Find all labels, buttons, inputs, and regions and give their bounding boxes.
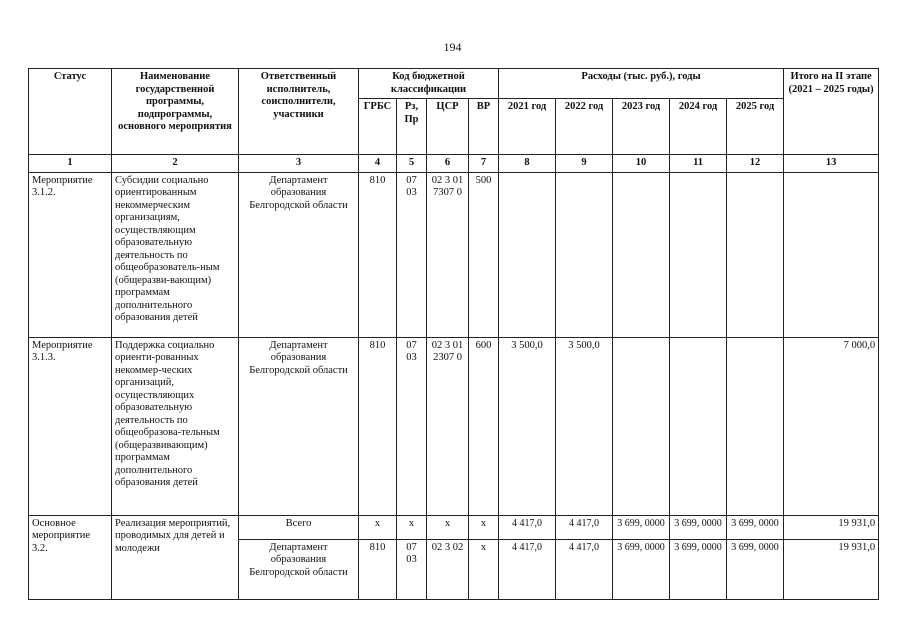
row-total: 19 931,0 [784, 539, 879, 599]
row-csr: 02 3 01 2307 0 [427, 337, 469, 515]
column-number: 8 [499, 155, 556, 173]
row-2023 [613, 172, 670, 337]
column-number: 1 [29, 155, 112, 173]
row-2023 [613, 337, 670, 515]
row-responsible: Департамент образования Белгородской области [239, 172, 359, 337]
row-2025 [727, 172, 784, 337]
row-status: Мероприятие 3.1.2. [29, 172, 112, 337]
row-2022: 4 417,0 [556, 539, 613, 599]
header-expenses: Расходы (тыс. руб.), годы [499, 69, 784, 99]
row-vr: х [469, 515, 499, 539]
table-row [29, 515, 879, 539]
row-2024: 3 699, 0000 [670, 539, 727, 599]
row-rz-pr: 07 03 [397, 337, 427, 515]
row-vr: 500 [469, 172, 499, 337]
row-rz-pr: х [397, 515, 427, 539]
header-total: Итого на II этапе (2021 – 2025 годы) [784, 69, 879, 155]
row-2024: 3 699, 0000 [670, 515, 727, 539]
row-grbs: 810 [359, 539, 397, 599]
row-grbs: х [359, 515, 397, 539]
header-grbs: ГРБС [359, 99, 397, 155]
row-2025 [727, 337, 784, 515]
row-csr: х [427, 515, 469, 539]
row-2023: 3 699, 0000 [613, 539, 670, 599]
table-row [29, 337, 879, 515]
header-2025: 2025 год [727, 99, 784, 155]
header-rz-pr: Рз, Пр [397, 99, 427, 155]
column-number: 3 [239, 155, 359, 173]
column-number: 10 [613, 155, 670, 173]
row-2025: 3 699, 0000 [727, 515, 784, 539]
budget-table [28, 68, 879, 600]
header-2024: 2024 год [670, 99, 727, 155]
table-row [29, 172, 879, 337]
header-vr: ВР [469, 99, 499, 155]
row-2021: 3 500,0 [499, 337, 556, 515]
row-name: Субсидии социально ориентированным некоммерческим организациям, осуществляющим образовательную деятельность по общеобразователь-ным (общеразви-вающим) программам дополнительного образования детей [112, 172, 239, 337]
row-csr: 02 3 01 7307 0 [427, 172, 469, 337]
column-number: 2 [112, 155, 239, 173]
row-grbs: 810 [359, 337, 397, 515]
column-number-row [29, 155, 879, 173]
row-2021: 4 417,0 [499, 539, 556, 599]
column-number: 13 [784, 155, 879, 173]
row-total [784, 172, 879, 337]
row-vr: х [469, 539, 499, 599]
row-rz-pr: 07 03 [397, 172, 427, 337]
page-number: 194 [443, 40, 462, 54]
column-number: 11 [670, 155, 727, 173]
row-vr: 600 [469, 337, 499, 515]
row-responsible: Всего [239, 515, 359, 539]
row-responsible: Департамент образования Белгородской области [239, 539, 359, 599]
row-name: Реализация мероприятий, проводимых для детей и молодежи [112, 515, 239, 599]
column-number: 9 [556, 155, 613, 173]
row-2021 [499, 172, 556, 337]
row-2022: 3 500,0 [556, 337, 613, 515]
row-name: Поддержка социально ориенти-рованных некоммер-ческих организаций, осуществляющих образовательную деятельность по общеобразова-тельным (общеразвивающим) программам дополнительного образования детей [112, 337, 239, 515]
row-total: 7 000,0 [784, 337, 879, 515]
header-2023: 2023 год [613, 99, 670, 155]
row-total: 19 931,0 [784, 515, 879, 539]
header-budget-code: Код бюджетной классификации [359, 69, 499, 99]
row-grbs: 810 [359, 172, 397, 337]
column-number: 4 [359, 155, 397, 173]
row-rz-pr: 07 03 [397, 539, 427, 599]
column-number: 6 [427, 155, 469, 173]
row-2025: 3 699, 0000 [727, 539, 784, 599]
header-2022: 2022 год [556, 99, 613, 155]
column-number: 5 [397, 155, 427, 173]
row-2023: 3 699, 0000 [613, 515, 670, 539]
header-2021: 2021 год [499, 99, 556, 155]
column-number: 7 [469, 155, 499, 173]
header-csr: ЦСР [427, 99, 469, 155]
header-responsible: Ответственный исполнитель, соисполнители, участники [239, 69, 359, 155]
row-2022 [556, 172, 613, 337]
column-number: 12 [727, 155, 784, 173]
row-status: Основное мероприятие 3.2. [29, 515, 112, 599]
row-2024 [670, 337, 727, 515]
header-name: Наименование государственной программы, подпрограммы, основного мероприятия [112, 69, 239, 155]
row-2021: 4 417,0 [499, 515, 556, 539]
row-csr: 02 3 02 [427, 539, 469, 599]
row-2022: 4 417,0 [556, 515, 613, 539]
header-status: Статус [29, 69, 112, 155]
row-status: Мероприятие 3.1.3. [29, 337, 112, 515]
row-2024 [670, 172, 727, 337]
row-responsible: Департамент образования Белгородской области [239, 337, 359, 515]
